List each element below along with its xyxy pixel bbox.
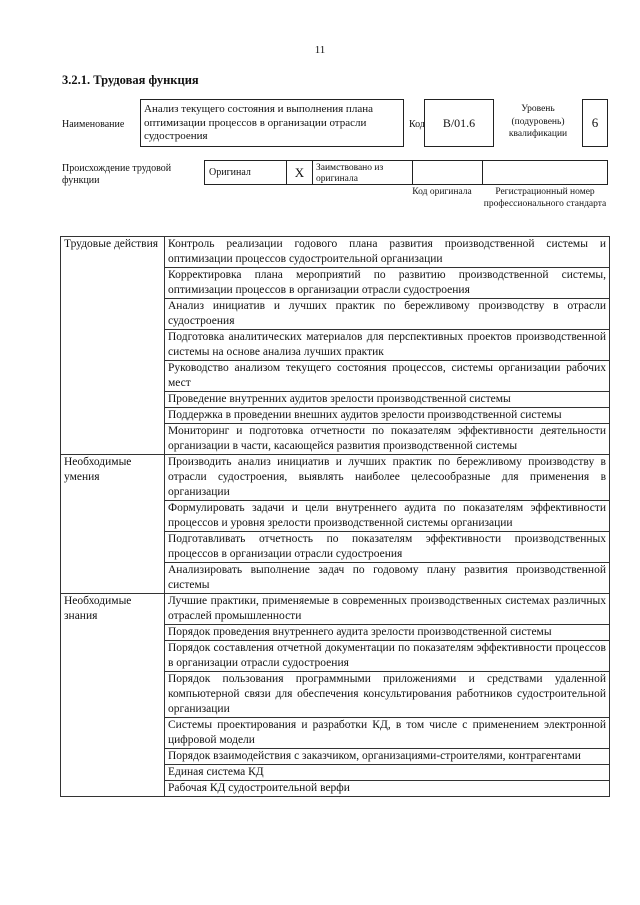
list-item: Анализировать выполнение задач по годовому плану развития производственной системы: [165, 563, 610, 594]
list-item: Руководство анализом текущего состояния процессов, системы организации рабочих мест: [165, 361, 610, 392]
list-item: Порядок составления отчетной документации по показателям эффективности процессов в организации отрасли судостроения: [165, 641, 610, 672]
name-label: Наименование: [62, 119, 125, 130]
list-item: Контроль реализации годового плана развития производственной системы и оптимизации процессов судостроительной организации: [165, 237, 610, 268]
section-title: 3.2.1. Трудовая функция: [62, 73, 199, 87]
table-row: [61, 594, 610, 625]
level-box: 6: [582, 99, 608, 147]
code-box: B/01.6: [424, 99, 494, 147]
category-cell: Трудовые действия: [61, 237, 165, 455]
origin-label: Происхождение трудовой функции: [62, 163, 172, 186]
list-item: Порядок пользования программными приложениями и средствами удаленной компьютерной связи для обеспечения консультирования работников судостроительной организации: [165, 672, 610, 718]
category-cell: Необходимые знания: [61, 594, 165, 797]
list-item: Лучшие практики, применяемые в современных производственных системах различных отраслей промышленности: [165, 594, 610, 625]
origin-row: [204, 160, 608, 185]
list-item: Системы проектирования и разработки КД, в том числе с применением электронной цифровой модели: [165, 718, 610, 749]
list-item: Подготавливать отчетность по показателям эффективности производственных процессов в организации отрасли судостроения: [165, 532, 610, 563]
list-item: Порядок проведения внутреннего аудита зрелости производственной системы: [165, 625, 610, 641]
list-item: Подготовка аналитических материалов для перспективных проектов производственной системы на основе анализа лучших практик: [165, 330, 610, 361]
original-cell: Оригинал: [205, 161, 287, 184]
table-row: [61, 455, 610, 501]
function-name-box: Анализ текущего состояния и выполнения плана оптимизации процессов в организации отрасли судостроения: [140, 99, 404, 147]
list-item: Производить анализ инициатив и лучших практик по бережливому производству в отрасли судостроения, выявлять наиболее целесообразные для применения в организации: [165, 455, 610, 501]
page-number: 11: [314, 44, 326, 56]
code-original-cell: [413, 161, 483, 184]
list-item: Порядок взаимодействия с заказчиком, организациями-строителями, контрагентами: [165, 749, 610, 765]
list-item: Проведение внутренних аудитов зрелости производственной системы: [165, 392, 610, 408]
original-mark: X: [287, 161, 313, 184]
level-label: Уровень (подуровень) квалификации: [508, 104, 568, 139]
requirements-table: [60, 236, 610, 797]
reg-number-cell: [483, 161, 607, 184]
list-item: Анализ инициатив и лучших практик по бережливому производству в отрасли судостроения: [165, 299, 610, 330]
list-item: Единая система КД: [165, 765, 610, 781]
table-row: [61, 237, 610, 268]
code-original-label: Код оригинала: [412, 187, 472, 197]
list-item: Поддержка в проведении внешних аудитов зрелости производственной системы: [165, 408, 610, 424]
code-label: Код: [409, 119, 425, 130]
list-item: Мониторинг и подготовка отчетности по показателям эффективности деятельности организации в части, касающейся развития производственной системы: [165, 424, 610, 455]
list-item: Рабочая КД судостроительной верфи: [165, 781, 610, 797]
reg-number-label: Регистрационный номер профессионального стандарта: [483, 187, 607, 209]
list-item: Формулировать задачи и цели внутреннего аудита по показателям эффективности процессов и уровня зрелости производственной системы организации: [165, 501, 610, 532]
category-cell: Необходимые умения: [61, 455, 165, 594]
borrowed-cell: Заимствовано из оригинала: [313, 161, 413, 184]
list-item: Корректировка плана мероприятий по развитию производственной системы, оптимизации процессов в организации отрасли судостроения: [165, 268, 610, 299]
